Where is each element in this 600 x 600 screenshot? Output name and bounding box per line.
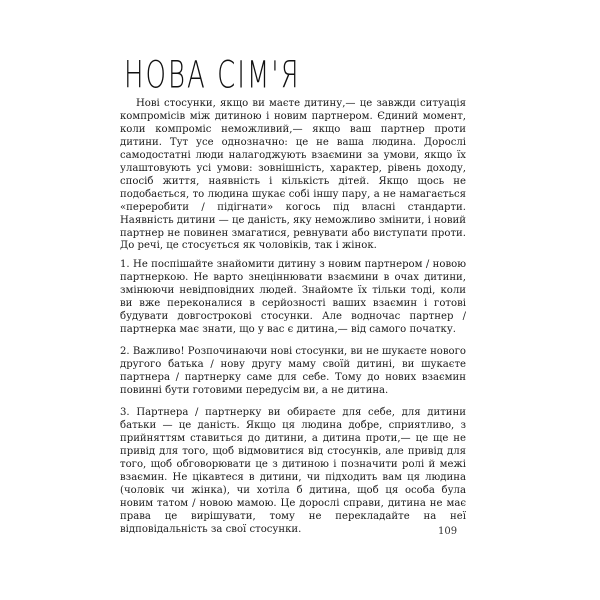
list-item xyxy=(120,407,466,537)
list-item-number: 3. xyxy=(120,406,130,418)
list-item-number: 1. xyxy=(120,259,130,271)
intro-paragraph: Нові стосунки, якщо ви маєте дитину,— це завжди ситуація компромісів між дитиною і новим партнером. Єдиний момент, коли компроміс неможливий,— якщо ваш партнер проти дитини. Тут усе однозначно: це не ваша людина. Дорослі самодостатні люди налагоджують взаємини за умови, якщо їх улаштовують усі умови: зовнішність, характер, рівень доходу, спосіб життя, наявність і кількість дітей. Якщо щось не подобається, то людина шукає собі іншу пару, а не намагається «переробити / підігнати» когось під власні стандарти. Наявність дитини — це даність, яку неможливо змінити, і новий партнер не повинен змагатися, ревнувати або виступати проти. До речі, це стосується як чоловіків, так і жінок. xyxy=(120,98,466,252)
page-number: 109 xyxy=(438,526,458,537)
list-item-text: Важливо! Розпочинаючи нові стосунки, ви не шукаєте нового другого батька / нову другу маму своїй дитині, ви шукаєте партнера / партнерку саме для себе. Тому до нових взаємин повинні бути готовими передусім ви, а не дитина. xyxy=(120,346,467,397)
page-body xyxy=(120,98,466,537)
list-item-number: 2. xyxy=(120,346,130,358)
list-item xyxy=(120,259,466,337)
list-item-text: Не поспішайте знайомити дитину з новим партнером / новою партнеркою. Не варто знеціннювати взаємини в очах дитини, змінюючи невідповідних людей. Знайомте їх тільки тоді, коли ви вже переконалися в серйозності ваших взаємин і готові будувати довгострокові стосунки. Але водночас партнер / партнерка має знати, що у вас є дитина,— від самого початку. xyxy=(120,259,466,336)
chapter-title: НОВА СІМ'Я xyxy=(124,54,301,98)
list-item xyxy=(120,346,466,398)
list-item-text: Партнера / партнерку ви обираєте для себе, для дитини батьки — це даність. Якщо ця людина добре, сприятливо, з прийняттям ставиться до дитини, а дитина проти,— це ще не привід для того, щоб відмовитися від стосунків, але привід для того, щоб обговорювати це з дитиною і позначити ролі й межі взаємин. Не цікавтеся в дитини, чи підходить вам ця людина (чоловік чи жінка), чи хотіла б дитина, щоб ця особа була новим татом / новою мамою. Це дорослі справи, дитина не має права це вирішувати, тому не перекладайте на неї відповідальність за свої стосунки. xyxy=(120,406,466,535)
